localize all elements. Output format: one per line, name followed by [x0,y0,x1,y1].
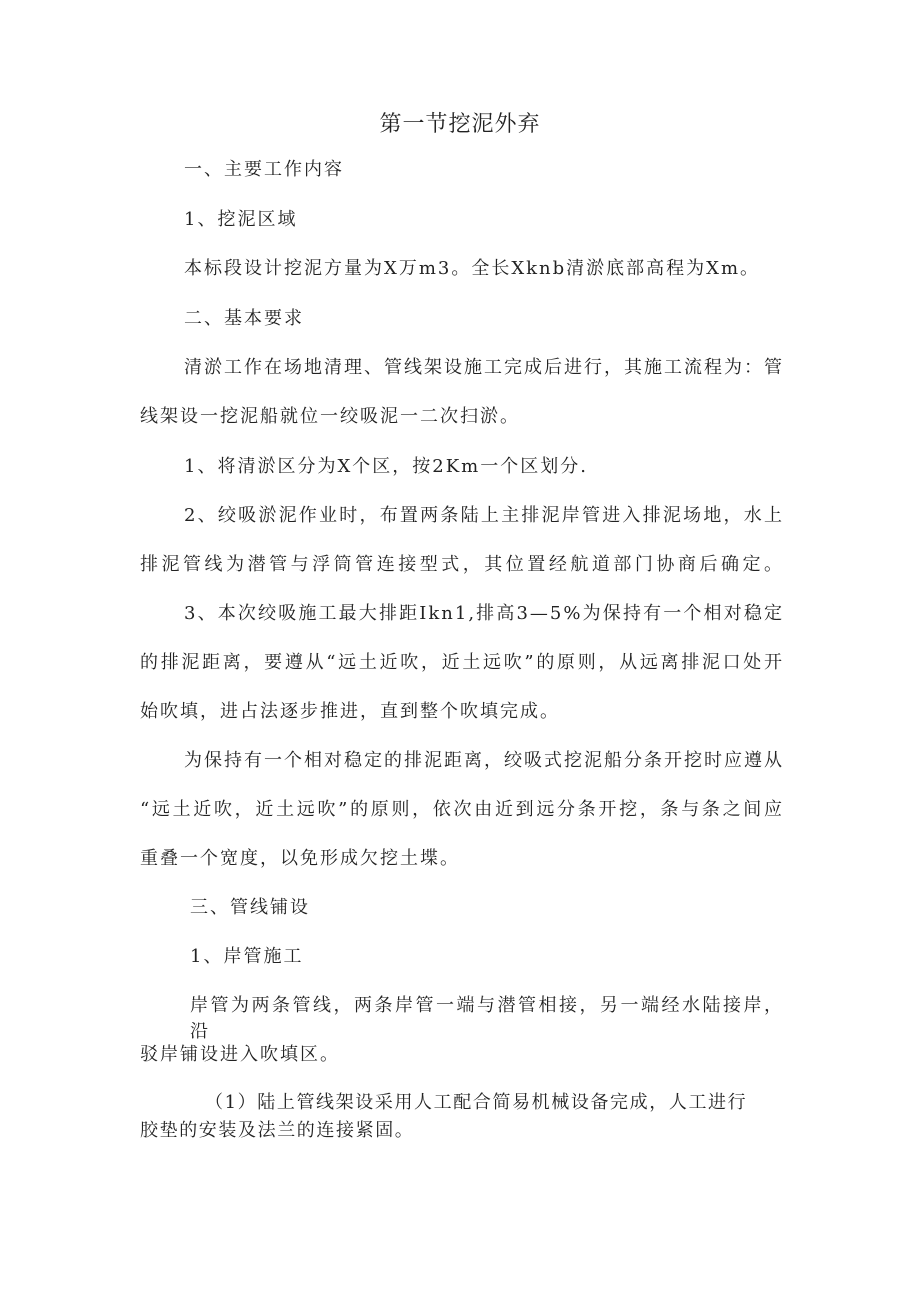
paragraph-workflow-line: 线架设一挖泥船就位一绞吸泥一二次扫淤。 [140,406,520,427]
list-item-discharge-distance-line: 的排泥距离，要遵从“远土近吹，近土远吹”的原则，从远离排泥口处开 [140,652,784,673]
paragraph-dredging-volume: 本标段设计挖泥方量为X万m3。全长Xknb清淤底部高程为Xm。 [184,258,761,279]
section-heading-pipeline-laying: 三、管线铺设 [190,897,310,918]
list-item-zone-division: 1、将清淤区分为X个区，按2Km一个区划分. [184,456,588,477]
section-heading-basic-requirements: 二、基本要求 [184,308,304,329]
list-item-land-pipeline-line: （1）陆上管线架设采用人工配合简易机械设备完成，人工进行 [205,1092,748,1113]
list-item-discharge-distance-line: 3、本次绞吸施工最大排距Ikn1,排高3—5%为保持有一个相对稳定 [184,603,784,624]
paragraph-strip-excavation-line: 为保持有一个相对稳定的排泥距离，绞吸式挖泥船分条开挖时应遵从 [184,750,784,771]
paragraph-shore-pipe-line: 驳岸铺设进入吹填区。 [140,1044,340,1065]
paragraph-workflow-line: 清淤工作在场地清理、管线架设施工完成后进行，其施工流程为：管 [184,357,784,378]
paragraph-shore-pipe-line: 岸管为两条管线，两条岸管一端与潜管相接，另一端经水陆接岸，沿 [190,995,784,1042]
document-title: 第一节挖泥外弃 [379,112,541,137]
paragraph-strip-excavation-line: “远土近吹，近土远吹”的原则，依次由近到远分条开挖，条与条之间应 [140,799,784,820]
section-heading-main-work: 一、主要工作内容 [184,159,344,180]
subheading-dredging-area: 1、挖泥区域 [184,209,298,230]
list-item-pipe-layout-line: 排泥管线为潜管与浮筒管连接型式，其位置经航道部门协商后确定。 [140,554,784,575]
subheading-shore-pipe: 1、岸管施工 [190,946,304,967]
list-item-pipe-layout-line: 2、绞吸淤泥作业时，布置两条陆上主排泥岸管进入排泥场地，水上 [184,505,784,526]
list-item-land-pipeline-line: 胶垫的安装及法兰的连接紧固。 [140,1120,415,1141]
list-item-discharge-distance-line: 始吹填，进占法逐步推进，直到整个吹填完成。 [140,701,560,722]
paragraph-strip-excavation-line: 重叠一个宽度，以免形成欠挖土堞。 [140,848,460,869]
